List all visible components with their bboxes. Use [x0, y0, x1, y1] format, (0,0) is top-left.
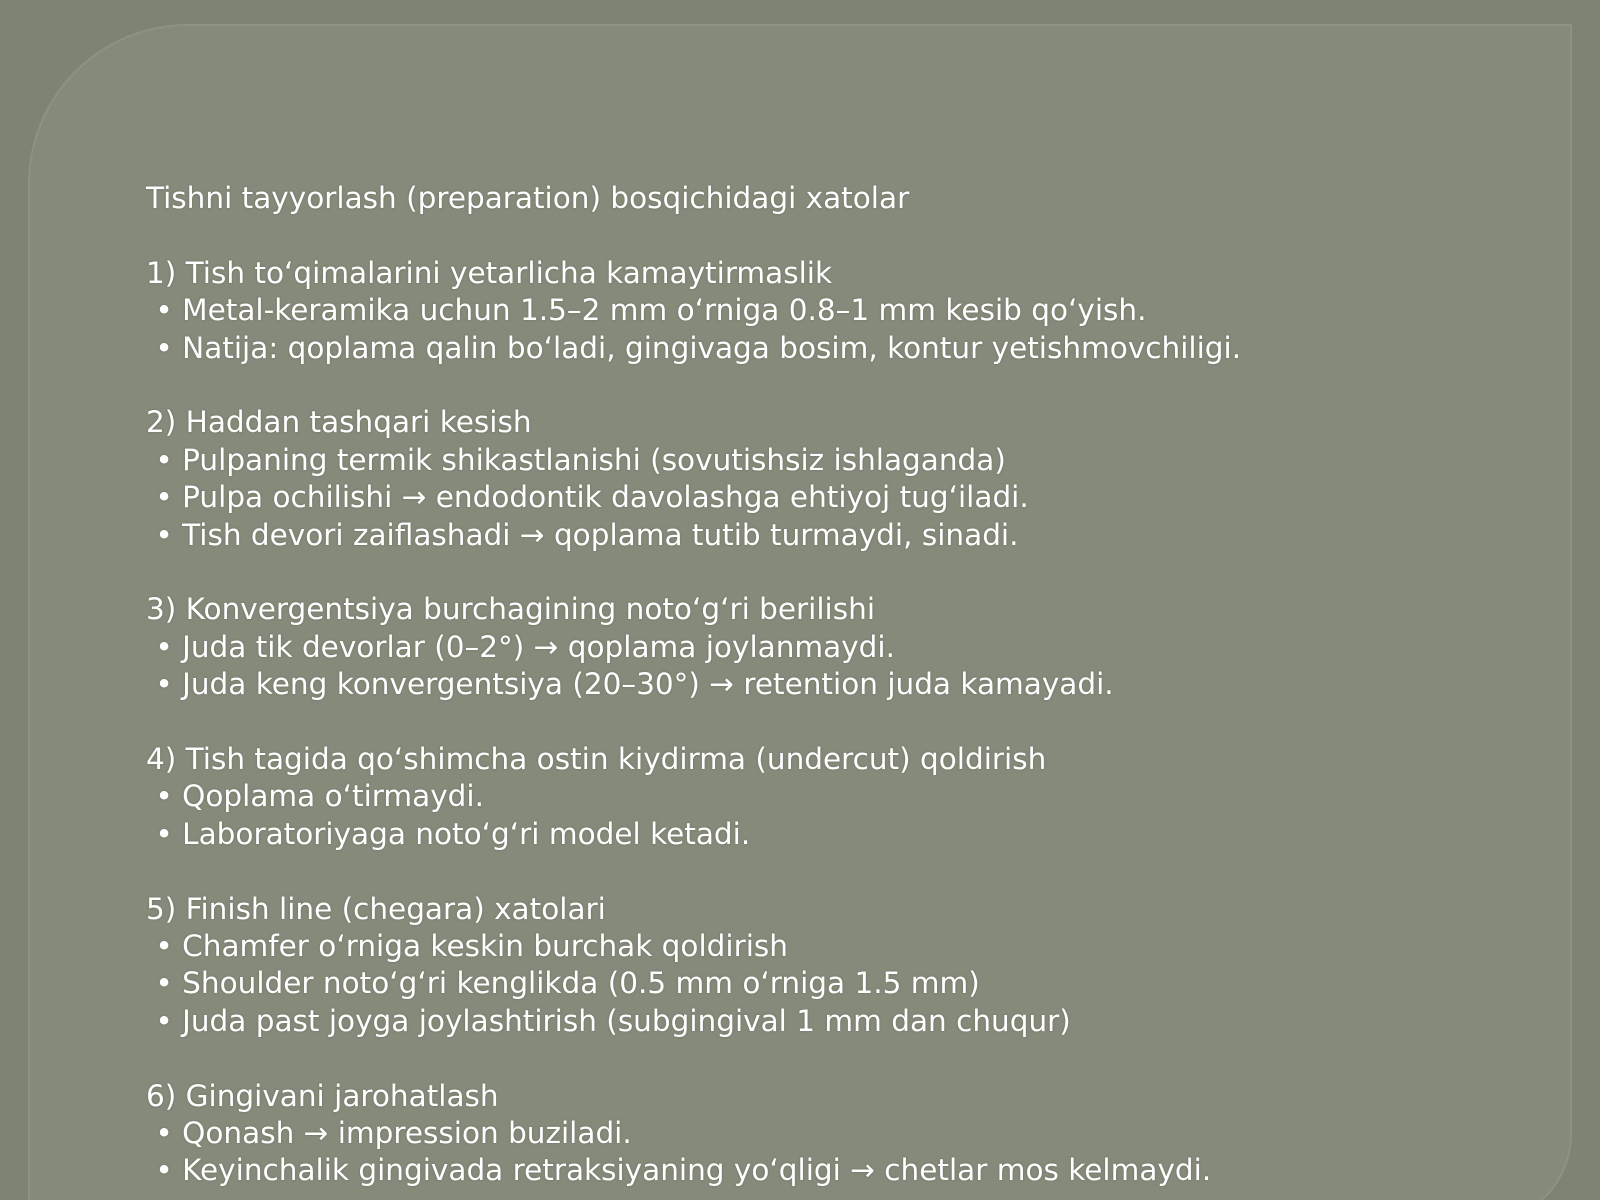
bullet-item: • Qonash → impression buziladi. — [146, 1116, 632, 1151]
slide-title: Tishni tayyorlash (preparation) bosqichidagi xatolar — [146, 181, 910, 215]
section-heading: 4) Tish tagida qo‘shimcha ostin kiydirma (undercut) qoldirish — [146, 742, 1047, 777]
spacer — [146, 367, 1446, 404]
spacer — [146, 217, 1446, 254]
section-heading: 2) Haddan tashqari kesish — [146, 405, 532, 440]
bullet-item: • Pulpaning termik shikastlanishi (sovutishsiz ishlaganda) — [146, 442, 1006, 477]
bullet-item: • Tish devori zaiflashadi → qoplama tutib turmaydi, sinadi. — [146, 517, 1019, 552]
spacer — [146, 853, 1446, 890]
section-heading: 3) Konvergentsiya burchagining noto‘g‘ri berilishi — [146, 592, 876, 627]
spacer — [146, 1040, 1446, 1077]
bullet-item: • Pulpa ochilishi → endodontik davolashga ehtiyoj tug‘iladi. — [146, 480, 1029, 515]
spacer — [146, 554, 1446, 591]
bullet-item: • Metal-keramika uchun 1.5–2 mm o‘rniga 0.8–1 mm kesib qo‘yish. — [146, 293, 1147, 328]
bullet-item: • Laboratoriyaga noto‘g‘ri model ketadi. — [146, 816, 751, 851]
bullet-item: • Natija: qoplama qalin bo‘ladi, gingivaga bosim, kontur yetishmovchiligi. — [146, 330, 1242, 365]
section-heading: 5) Finish line (chegara) xatolari — [146, 891, 606, 926]
bullet-item: • Chamfer o‘rniga keskin burchak qoldirish — [146, 929, 788, 964]
spacer — [146, 704, 1446, 741]
bullet-item: • Juda past joyga joylashtirish (subgingival 1 mm dan chuqur) — [146, 1003, 1071, 1038]
bullet-item: • Qoplama o‘tirmaydi. — [146, 779, 484, 814]
bullet-item: • Keyinchalik gingivada retraksiyaning yo‘qligi → chetlar mos kelmaydi. — [146, 1153, 1212, 1188]
section-heading: 6) Gingivani jarohatlash — [146, 1078, 499, 1113]
bullet-item: • Shoulder noto‘g‘ri kenglikda (0.5 mm o‘rniga 1.5 mm) — [146, 966, 980, 1001]
bullet-item: • Juda tik devorlar (0–2°) → qoplama joylanmaydi. — [146, 629, 895, 664]
bullet-item: • Juda keng konvergentsiya (20–30°) → retention juda kamayadi. — [146, 667, 1114, 702]
section-heading: 1) Tish to‘qimalarini yetarlicha kamaytirmaslik — [146, 255, 833, 290]
slide-text — [146, 180, 1446, 1190]
